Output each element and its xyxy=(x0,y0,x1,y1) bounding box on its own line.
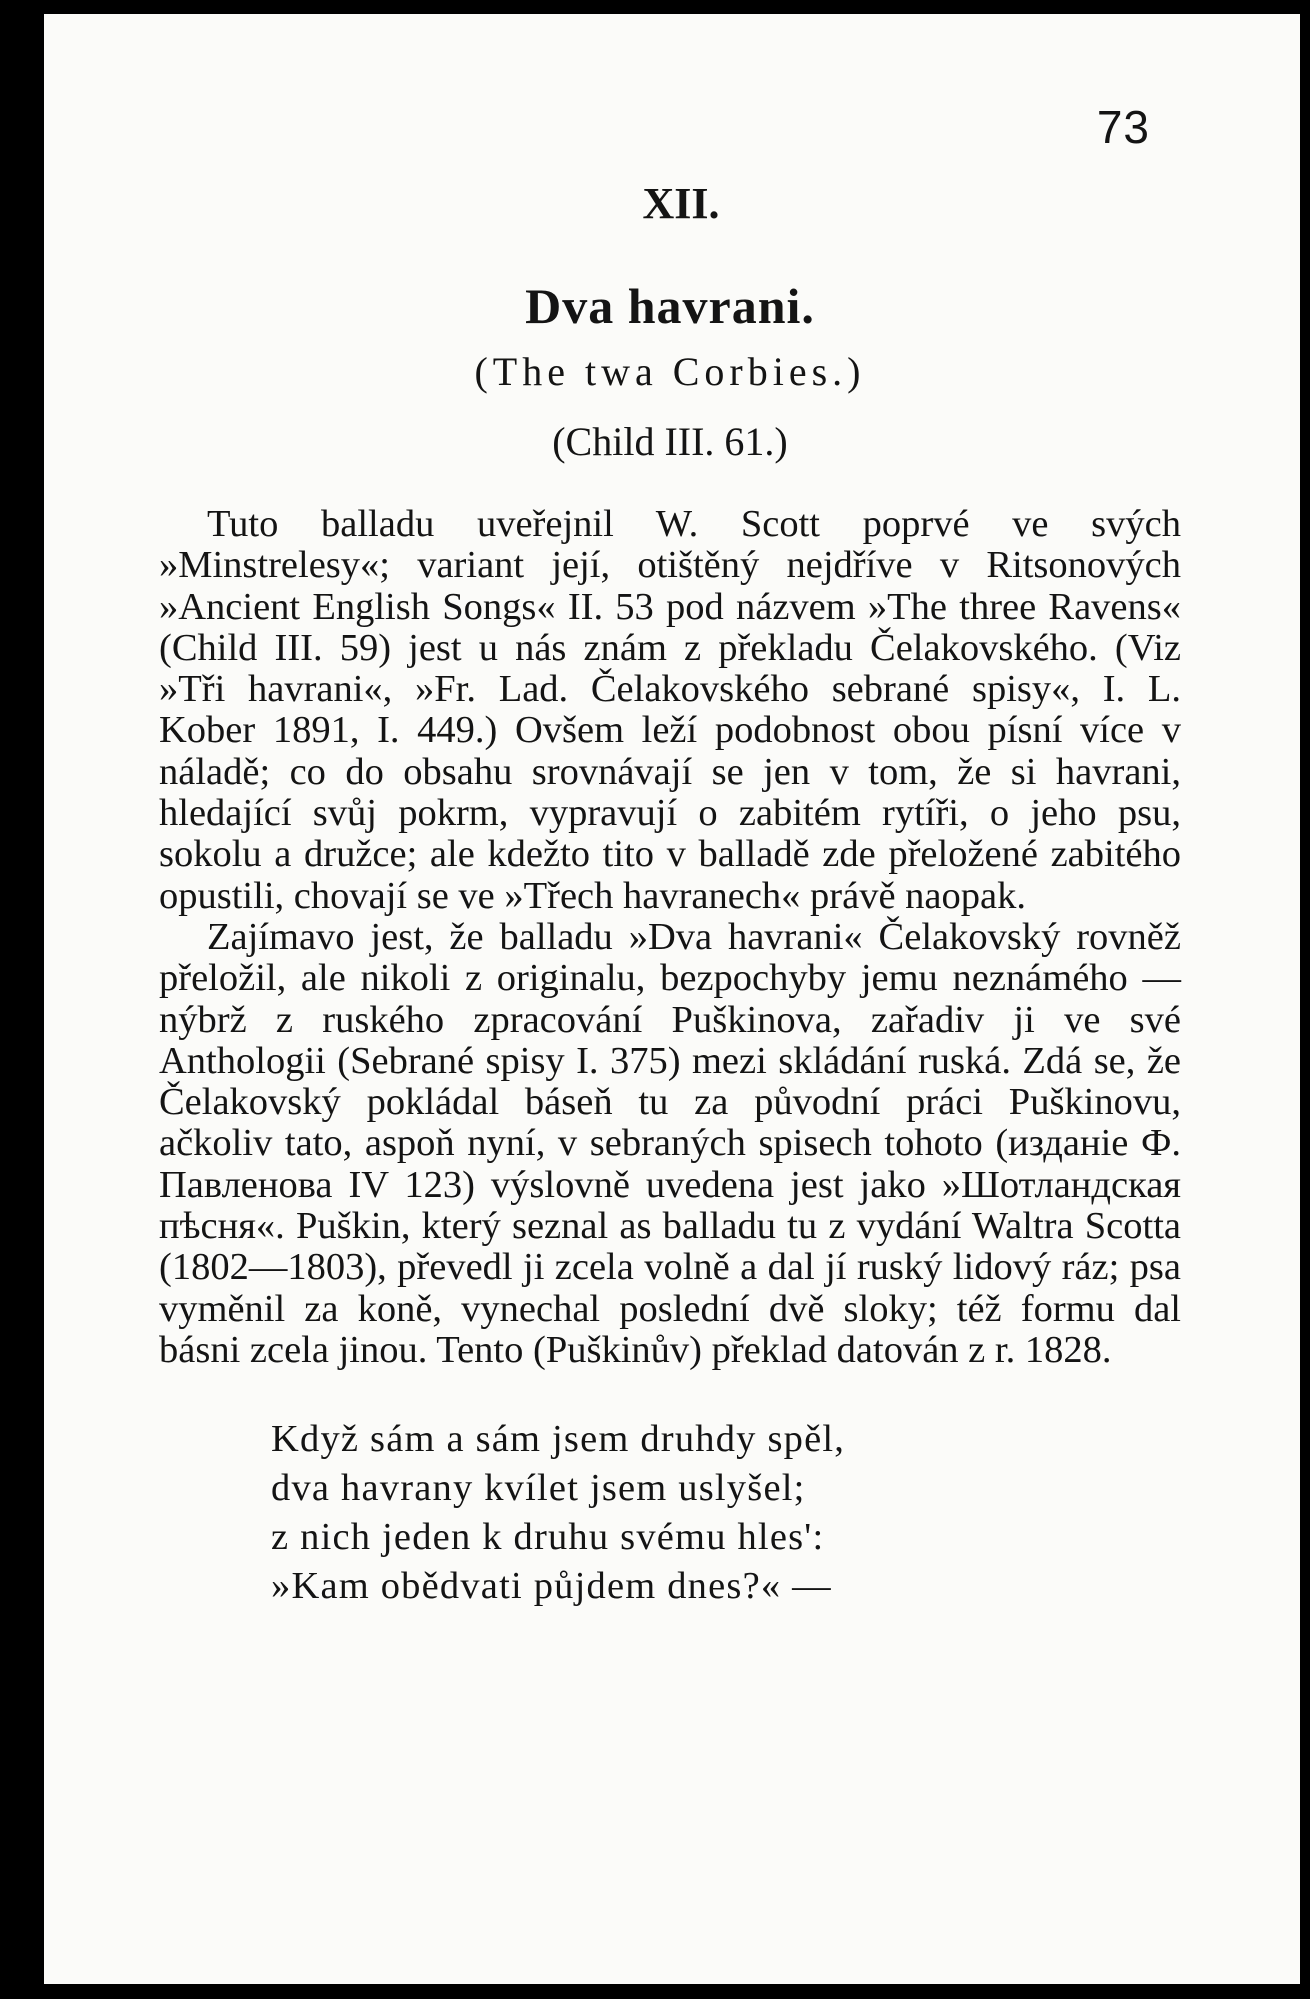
chapter-number: XII. xyxy=(642,179,720,228)
ballad-title: Dva havrani. xyxy=(525,278,815,334)
poem-line-4: »Kam obědvati půjdem dnes?« — xyxy=(271,1565,832,1608)
intro-paragraph-2: Zajímavo jest, že balladu »Dva havrani« Čelakovský rovněž přeložil, ale nikoli z originalu, bezpochyby jemu neznámého — nýbrž z ruského zpracování Puškinova, zařadiv ji ve své Anthologii (Sebrané spisy I. 375) mezi skládání ruská. Zdá se, že Čelakovský pokládal báseň tu za původní práci Puškinovu, ačkoliv tato, aspoň nyní, v sebraných spisech tohoto (изданіе Ф. Павленова IV 123) výslovně uvedena jest jako »Шотландская пѣсня«. Puškin, který seznal as balladu tu z vydání Waltra Scotta (1802—1803), převedl ji zcela volně a dal jí ruský lidový ráz; psa vyměnil za koně, vynechal poslední dvě sloky; též formu dal básni zcela jinou. Tento (Puškinův) překlad datován z r. 1828. xyxy=(159,915,1181,1371)
intro-paragraph-1: Tuto balladu uveřejnil W. Scott poprvé ve svých »Minstrelesy«; variant její, otištěný nejdříve v Ritsonových »Ancient English Songs« II. 53 pod názvem »The three Ravens« (Child III. 59) jest u nás znám z překladu Čelakovského. (Viz »Tři havrani«, »Fr. Lad. Čelakovského sebrané spisy«, I. L. Kober 1891, I. 449.) Ovšem leží podobnost obou písní více v náladě; co do obsahu srovnávají se jen v tom, že si havrani, hledající svůj pokrm, vypravují o zabitém rytíři, o jeho psu, sokolu a družce; ale kdežto tito v balladě zde přeložené zabitého opustili, chovají se ve »Třech havranech« právě naopak. xyxy=(159,503,1181,917)
book-page xyxy=(44,14,1300,1984)
page-number: 73 xyxy=(1096,101,1150,153)
poem-line-3: z nich jeden k druhu svému hles': xyxy=(271,1516,825,1559)
child-reference: (Child III. 61.) xyxy=(552,419,788,464)
poem-line-1: Když sám a sám jsem druhdy spěl, xyxy=(271,1418,846,1461)
page-content xyxy=(159,174,1181,1611)
ballad-subtitle: (The twa Corbies.) xyxy=(474,349,866,394)
poem-stanza xyxy=(271,1415,1181,1611)
introduction xyxy=(159,504,1181,1371)
poem-line-2: dva havrany kvílet jsem uslyšel; xyxy=(271,1467,806,1510)
